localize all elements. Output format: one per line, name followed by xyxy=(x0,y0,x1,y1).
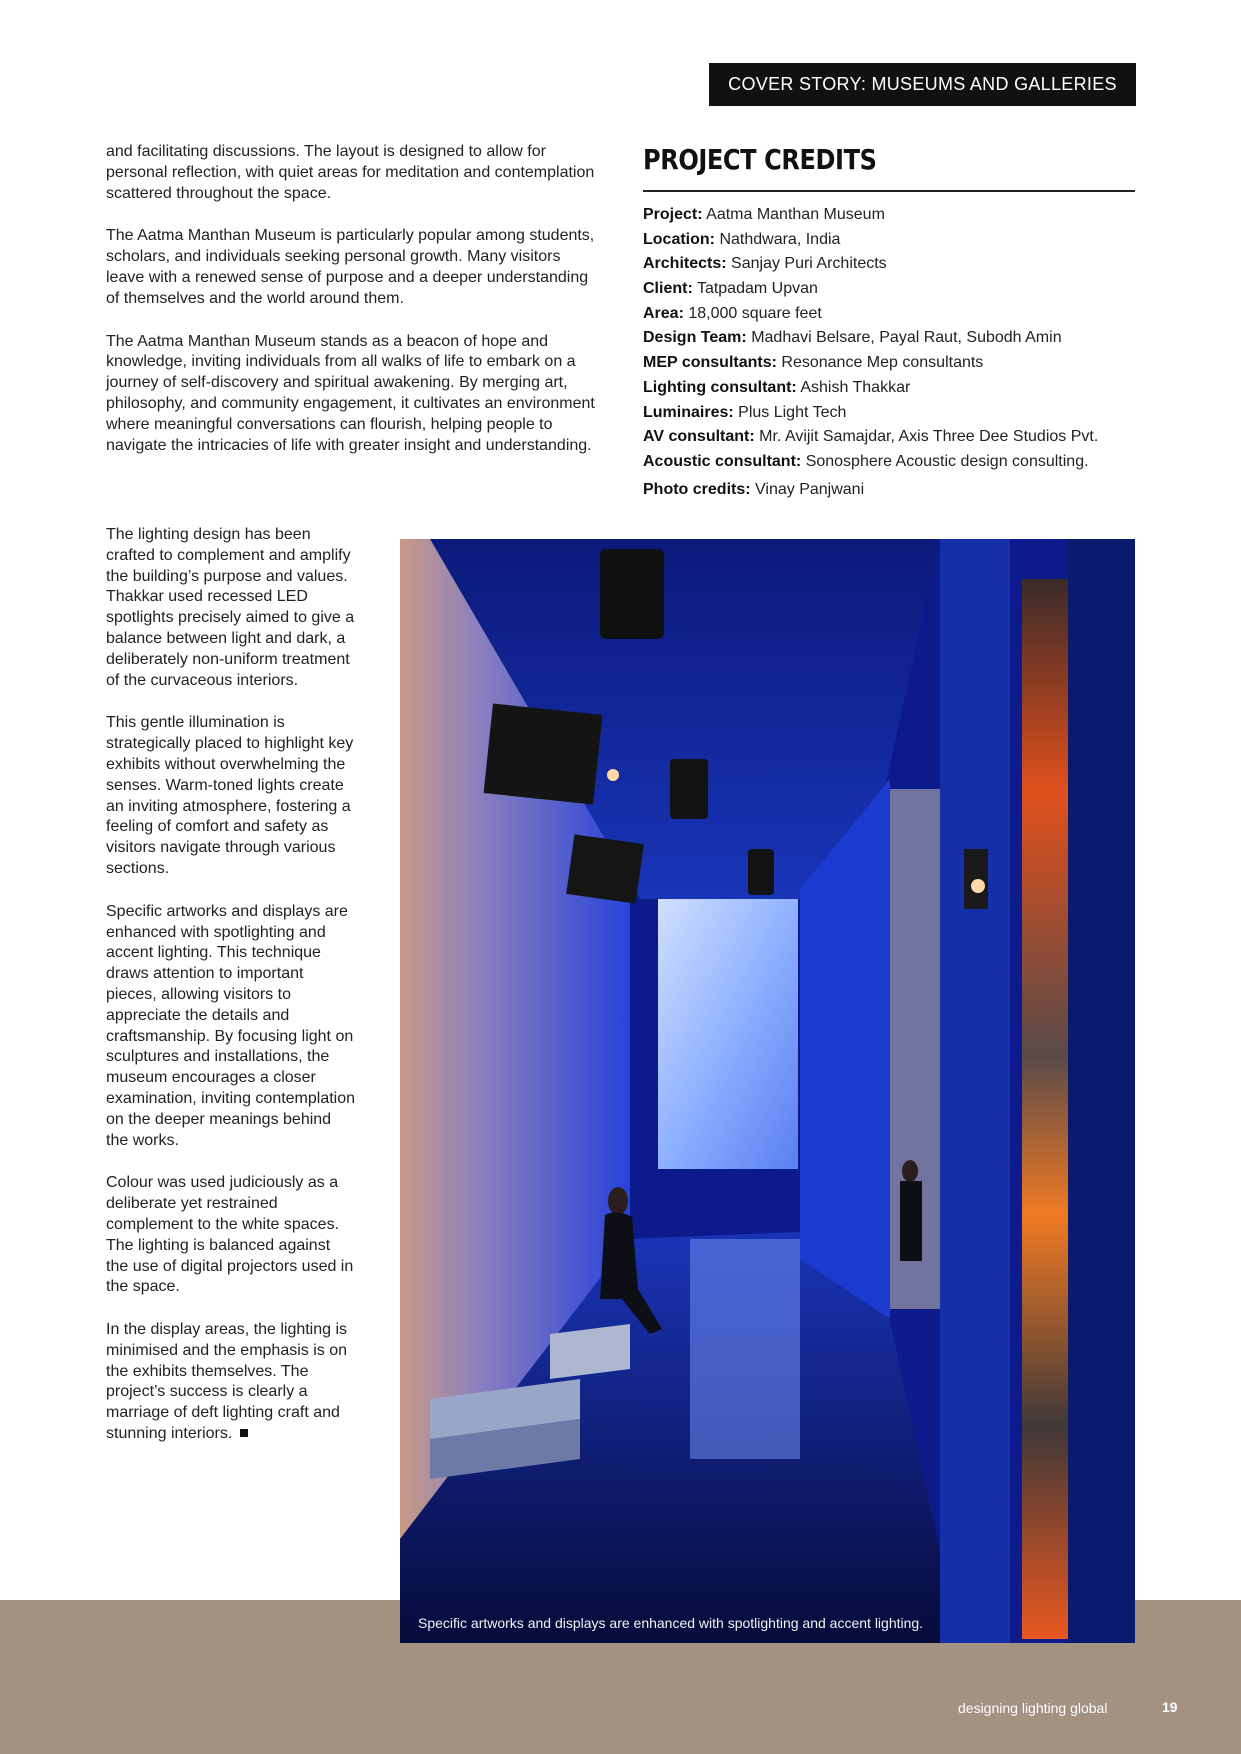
section-tag: COVER STORY: MUSEUMS AND GALLERIES xyxy=(709,63,1136,106)
paragraph: The Aatma Manthan Museum is particularly popular among students, scholars, and individuals seeking personal growth. Many visitors leave with a renewed sense of purpose and a deeper understanding of themselves and the world around them. xyxy=(106,227,595,307)
credit-label: Project: xyxy=(643,206,703,223)
credit-value: 18,000 square feet xyxy=(688,304,822,322)
credit-row-architects xyxy=(643,255,1143,280)
credit-value: Sonosphere Acoustic design consulting. xyxy=(805,452,1089,470)
credit-row-luminaires xyxy=(643,404,1143,429)
credit-value: Resonance Mep consultants xyxy=(781,354,984,372)
publication-name: designing lighting global xyxy=(958,1700,1108,1716)
credit-row-design-team xyxy=(643,329,1143,354)
credit-value: Aatma Manthan Museum xyxy=(706,206,885,223)
credit-value: Vinay Panjwani xyxy=(755,480,865,498)
credit-label: Location: xyxy=(643,230,715,248)
paragraph-text: In the display areas, the lighting is minimised and the emphasis is on the exhibits themselves. The project’s success is clearly a marriage of deft lighting craft and stunning interiors. xyxy=(106,1321,348,1443)
credit-value: Plus Light Tech xyxy=(738,403,847,421)
credit-value: Mr. Avijit Samajdar, Axis Three Dee Studios Pvt. xyxy=(759,428,1099,446)
article-top-column xyxy=(106,142,596,478)
credit-row-acoustic xyxy=(643,453,1143,478)
paragraph: Specific artworks and displays are enhanced with spotlighting and accent lighting. This technique draws attention to important pieces, allowing visitors to appreciate the details and craftsmanship. By focusing light on sculptures and installations, the museum encourages a closer examination, inviting contemplation on the deeper meanings behind the works. xyxy=(106,902,356,1149)
credit-row-av xyxy=(643,428,1143,453)
credit-label: Client: xyxy=(643,280,693,298)
paragraph: The lighting design has been crafted to complement and amplify the building’s purpose and values. Thakkar used recessed LED spotlights precisely aimed to give a balance between light and dark, a deliberately non-uniform treatment of the curvaceous interiors. xyxy=(106,526,355,689)
photo-illustration xyxy=(400,539,1135,1643)
credit-label: Acoustic consultant: xyxy=(643,452,802,470)
end-of-article-mark xyxy=(240,1429,248,1437)
credit-value: Madhavi Belsare, Payal Raut, Subodh Amin xyxy=(751,329,1062,347)
credit-label: Luminaires: xyxy=(643,403,734,421)
credits-list xyxy=(643,206,1143,505)
paragraph: and facilitating discussions. The layout is designed to allow for personal reflection, with quiet areas for meditation and contemplation scattered throughout the space. xyxy=(106,143,595,202)
credit-value: Sanjay Puri Architects xyxy=(731,255,887,273)
credit-row-location xyxy=(643,231,1143,256)
credit-value: Nathdwara, India xyxy=(719,230,841,248)
credit-label: Area: xyxy=(643,304,684,322)
paragraph: The Aatma Manthan Museum stands as a beacon of hope and knowledge, inviting individuals from all walks of life to embark on a journey of self-discovery and spiritual awakening. By merging art, philosophy, and community engagement, it cultivates an environment where meaningful conversations can flourish, helping people to navigate the intricacies of life with greater insight and understanding. xyxy=(106,332,595,454)
credit-row-project xyxy=(643,206,1143,231)
paragraph: Colour was used judiciously as a deliberate yet restrained complement to the white spaces. The lighting is balanced against the use of digital projectors used in the space. xyxy=(106,1174,354,1296)
photo-caption: Specific artworks and displays are enhanced with spotlighting and accent lighting. xyxy=(418,1615,924,1631)
credit-label: Design Team: xyxy=(643,329,747,347)
page-number: 19 xyxy=(1162,1699,1178,1715)
credits-title: PROJECT CREDITS xyxy=(643,143,877,176)
credit-label: Lighting consultant: xyxy=(643,378,797,396)
credit-label: AV consultant: xyxy=(643,428,755,446)
article-side-column xyxy=(106,525,356,1467)
credit-row-lighting xyxy=(643,379,1143,404)
paragraph xyxy=(106,1320,356,1445)
credit-row-client xyxy=(643,280,1143,305)
credit-row-photo xyxy=(643,481,1143,506)
credit-row-mep xyxy=(643,354,1143,379)
credit-label: MEP consultants: xyxy=(643,354,777,372)
museum-interior-photo xyxy=(400,539,1135,1643)
credit-label: Architects: xyxy=(643,255,727,273)
credit-value: Ashish Thakkar xyxy=(800,378,911,396)
paragraph: This gentle illumination is strategically placed to highlight key exhibits without overwhelming the senses. Warm-toned lights create an inviting atmosphere, fostering a feeling of comfort and safety as visitors navigate through various sections. xyxy=(106,714,354,877)
credit-value: Tatpadam Upvan xyxy=(696,280,818,298)
credit-row-area xyxy=(643,305,1143,330)
credit-label: Photo credits: xyxy=(643,480,751,498)
credits-divider xyxy=(643,190,1135,192)
